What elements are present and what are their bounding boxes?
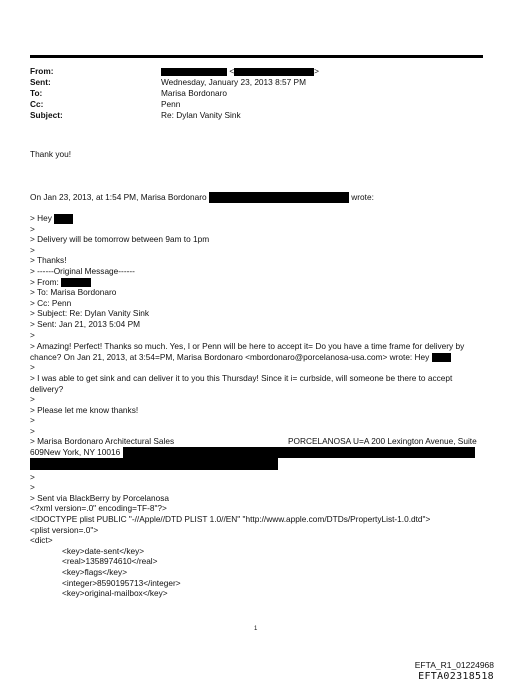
redaction bbox=[30, 458, 278, 470]
on-date-text: On Jan 23, 2013, at 1:54 PM, Marisa Bordonaro bbox=[30, 192, 207, 202]
quote-marker: > bbox=[30, 482, 35, 493]
quote-marker: > bbox=[30, 415, 35, 426]
page-number: 1 bbox=[254, 626, 258, 632]
thanks-line: Thank you! bbox=[30, 149, 72, 159]
orig-to-line: > To: Marisa Bordonaro bbox=[30, 287, 117, 298]
quote-marker: > bbox=[30, 223, 35, 234]
cc-label: Cc: bbox=[30, 99, 44, 109]
on-date-suffix: wrote: bbox=[351, 192, 374, 202]
redaction bbox=[61, 278, 91, 287]
footer-id-large: EFTA02318518 bbox=[418, 671, 494, 682]
delivery-line: > Delivery will be tomorrow between 9am to 1pm bbox=[30, 234, 210, 245]
quote-marker: > bbox=[30, 425, 35, 436]
quote-marker: > bbox=[30, 471, 35, 482]
thanks2-line: > Thanks! bbox=[30, 255, 67, 266]
email-header bbox=[30, 66, 485, 126]
signature-company: PORCELANOSA U=A 200 Lexington Avenue, Suite bbox=[288, 436, 477, 447]
redaction bbox=[161, 68, 227, 76]
quoted-message bbox=[30, 213, 485, 599]
signature-name: > Marisa Bordonaro Architectural Sales bbox=[30, 436, 175, 447]
xml-line: <integer>8590195713</integer> bbox=[62, 577, 181, 588]
xml-line: <key>flags</key> bbox=[62, 567, 128, 577]
redaction bbox=[54, 214, 73, 224]
xml-line: <real>1358974610</real> bbox=[62, 556, 158, 567]
cc-value: Penn bbox=[161, 99, 181, 109]
able-paragraph: > I was able to get sink and can deliver it to you this Thursday! Since it i= curbside, will someone be there to accept delivery? bbox=[30, 372, 453, 394]
quote-marker: > bbox=[30, 244, 35, 255]
to-label: To: bbox=[30, 88, 43, 98]
redaction bbox=[432, 353, 451, 362]
footer-id-small: EFTA_R1_01224968 bbox=[414, 660, 494, 670]
quote-marker: > bbox=[30, 362, 35, 373]
redaction bbox=[209, 192, 349, 203]
sent-via-line: > Sent via BlackBerry by Porcelanosa bbox=[30, 492, 170, 503]
orig-cc-line: > Cc: Penn bbox=[30, 297, 72, 308]
xml-line: <?xml version=.0" encoding=TF-8"?> bbox=[30, 503, 167, 514]
sent-value: Wednesday, January 23, 2013 8:57 PM bbox=[161, 77, 306, 87]
header-rule bbox=[30, 55, 483, 58]
xml-line: <key>original-mailbox</key> bbox=[62, 588, 168, 599]
xml-line: <!DOCTYPE plist PUBLIC "-//Apple//DTD PLIST 1.0//EN" "http://www.apple.com/DTDs/PropertyList-1.0.dtd"> bbox=[30, 514, 431, 525]
xml-line: <dict> bbox=[30, 535, 53, 546]
xml-line: <key>date-sent</key> bbox=[62, 545, 145, 556]
quote-marker: > bbox=[30, 329, 35, 340]
from-label: From: bbox=[30, 66, 54, 76]
amazing-paragraph: > Amazing! Perfect! Thanks so much. Yes, I or Penn will be here to accept it= Do you have a time frame for delivery by chance? On Jan 21, 2013, at 3:54=PM, Marisa Bordonaro <mbordonaro@porcelanosa-usa.com> wrote: Hey bbox=[30, 341, 465, 362]
orig-from-line: > From: bbox=[30, 276, 59, 287]
from-value: < > bbox=[161, 66, 319, 77]
orig-subject-line: > Subject: Re: Dylan Vanity Sink bbox=[30, 308, 150, 319]
xml-line: <plist version=.0"> bbox=[30, 524, 99, 535]
sent-label: Sent: bbox=[30, 77, 51, 87]
signature-city: 609New York, NY 10016 bbox=[30, 447, 121, 458]
quoted-intro bbox=[30, 192, 485, 203]
subject-label: Subject: bbox=[30, 110, 63, 120]
redaction bbox=[234, 68, 314, 76]
email-body bbox=[30, 149, 485, 160]
please-line: > Please let me know thanks! bbox=[30, 404, 139, 415]
original-message-line: > ------Original Message------ bbox=[30, 265, 135, 276]
to-value: Marisa Bordonaro bbox=[161, 88, 227, 98]
subject-value: Re: Dylan Vanity Sink bbox=[161, 110, 241, 120]
hey-line: > Hey bbox=[30, 213, 52, 223]
quote-marker: > bbox=[30, 394, 35, 405]
orig-sent-line: > Sent: Jan 21, 2013 5:04 PM bbox=[30, 318, 141, 329]
